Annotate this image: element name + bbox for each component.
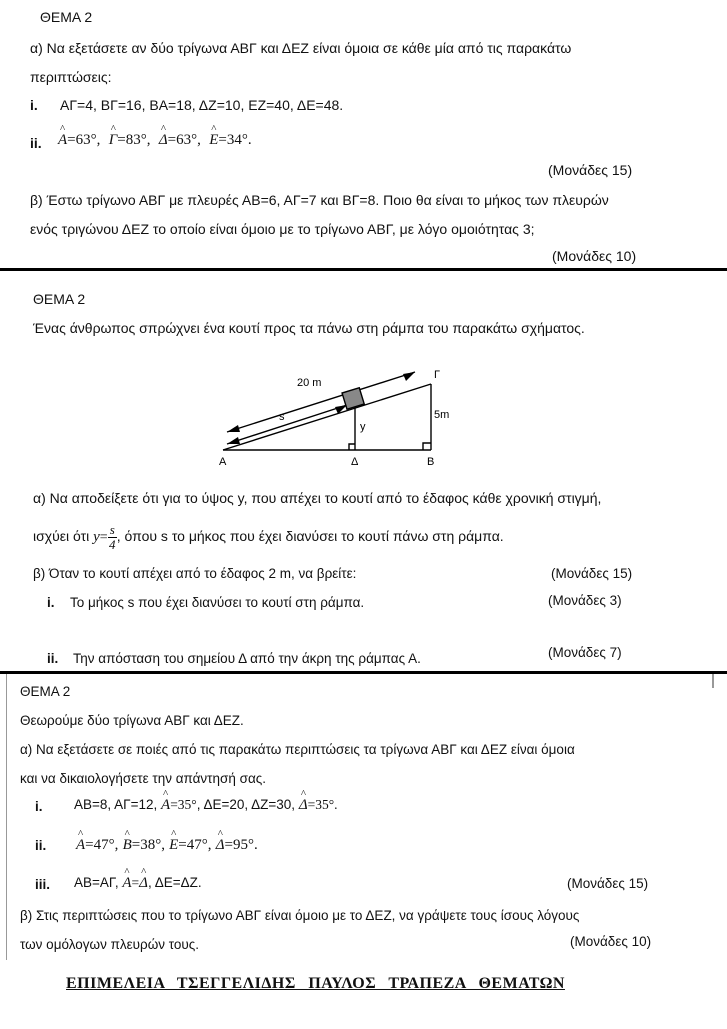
- i-prefix: ΑΒ=8, ΑΓ=12,: [74, 797, 158, 812]
- i-angle-D-value: =35°.: [307, 797, 338, 812]
- label-G: Γ: [434, 369, 441, 381]
- iii-suffix: , ΔΕ=ΔΖ.: [147, 875, 202, 890]
- ii-angle-D: ^ Δ: [216, 837, 225, 854]
- formula-prefix: ισχύει ότι: [33, 528, 90, 544]
- block1-a-line1: α) Να εξετάσετε αν δύο τρίγωνα ΑΒΓ και ΔΕΖ είναι όμοια σε κάθε μία από τις παρακάτω: [30, 40, 572, 56]
- block2-marks-b: (Μονάδες 15): [551, 566, 633, 581]
- block3-i-label: i.: [35, 799, 43, 814]
- ii-angle-E-value: =47°,: [178, 837, 212, 853]
- block1-ii-angles: [58, 131, 252, 149]
- ii-angle-A-value: =47°,: [85, 837, 119, 853]
- block2-i-label: i.: [47, 595, 55, 610]
- angle-E: ^ Ε: [209, 132, 218, 149]
- block3-intro: Θεωρούμε δύο τρίγωνα ΑΒΓ και ΔΕΖ.: [20, 713, 244, 728]
- ramp-incline: [223, 384, 431, 450]
- formula-den: 4: [108, 536, 116, 552]
- label-D: Δ: [351, 456, 359, 468]
- formula-y: y: [93, 529, 100, 545]
- block1-title: ΘΕΜΑ 2: [40, 9, 93, 25]
- angle-D-value: =63°,: [167, 132, 201, 148]
- block3-iii-text: [74, 875, 202, 892]
- block3-marks-a: (Μονάδες 15): [567, 876, 649, 891]
- i-angle-A: ^ A: [161, 797, 170, 814]
- angle-A-value: =63°,: [67, 132, 101, 148]
- block2-intro: Ένας άνθρωπος σπρώχνει ένα κουτί προς τα πάνω στη ράμπα του παρακάτω σχήματος.: [33, 320, 585, 336]
- block2-a-line2: [33, 516, 504, 556]
- block2-a-line1: α) Να αποδείξετε ότι για το ύψος y, που απέχει το κουτί από το έδαφος κάθε χρονική στιγμή,: [33, 490, 602, 506]
- arrow-20m-start-head: [227, 425, 240, 432]
- label-A: Α: [219, 456, 227, 468]
- label-y: y: [360, 421, 366, 433]
- i-middle: , ΔΕ=20, ΔΖ=30,: [196, 797, 296, 812]
- iii-eq: =: [131, 875, 140, 890]
- block3-a-line2: και να δικαιολογήσετε την απάντησή σας.: [20, 771, 267, 786]
- arrow-s: [227, 405, 347, 444]
- right-angle-D: [349, 444, 355, 450]
- right-angle-B: [423, 443, 431, 450]
- scan-edge-right: [712, 674, 714, 688]
- block2-b-line: β) Όταν το κουτί απέχει από το έδαφος 2 m, να βρείτε:: [33, 566, 357, 581]
- block2-title: ΘΕΜΑ 2: [33, 291, 86, 307]
- angle-G: ^ Γ: [109, 132, 118, 149]
- iii-angle-A: ^ A: [122, 875, 131, 892]
- iii-angle-D: ^ Δ: [139, 875, 148, 892]
- label-B: Β: [427, 456, 435, 468]
- block3-i-text: [74, 797, 338, 814]
- arrow-20m-end-head: [403, 372, 415, 381]
- formula-fraction: [108, 523, 117, 552]
- block3-ii-angles: [76, 836, 258, 854]
- block3-b-line2: των ομόλογων πλευρών τους.: [20, 937, 200, 952]
- divider-1: [0, 268, 727, 271]
- block3-a-line1: α) Να εξετάσετε σε ποιές από τις παρακάτω περιπτώσεις τα τρίγωνα ΑΒΓ και ΔΕΖ είναι όμοια: [20, 742, 575, 757]
- block2-ii-label: ii.: [47, 651, 59, 666]
- block3-iii-label: iii.: [35, 877, 51, 892]
- arrow-s-start-head: [227, 437, 240, 444]
- block1-marks-a: (Μονάδες 15): [548, 162, 633, 178]
- label-20m: 20 m: [297, 377, 322, 389]
- i-angle-D: ^ Δ: [299, 797, 308, 814]
- ii-angle-B-value: =38°,: [131, 837, 165, 853]
- block1-b-line1: β) Έστω τρίγωνο ΑΒΓ με πλευρές ΑΒ=6, ΑΓ=7 και ΒΓ=8. Ποιο θα είναι το μήκος των πλευρών: [30, 192, 609, 208]
- block3-title: ΘΕΜΑ 2: [20, 684, 71, 699]
- ramp-figure: [205, 350, 455, 475]
- block3-b-line1: β) Στις περιπτώσεις που το τρίγωνο ΑΒΓ είναι όμοιο με το ΔΕΖ, να γράψετε τους ίσους λόγους: [20, 908, 580, 923]
- label-s: s: [279, 411, 285, 423]
- scan-edge-left: [6, 674, 7, 960]
- angle-A: ^ A: [58, 132, 67, 149]
- label-5m: 5m: [434, 409, 450, 421]
- block3-ii-label: ii.: [35, 838, 47, 853]
- angle-E-value: =34°.: [218, 132, 252, 148]
- ii-angle-D-value: =95°.: [224, 837, 258, 853]
- formula-num: s: [109, 521, 115, 537]
- block1-b-line2: ενός τριγώνου ΔΕΖ το οποίο είναι όμοιο με το τρίγωνο ΑΒΓ, με λόγο ομοιότητας 3;: [30, 221, 535, 237]
- angle-D: ^ Δ: [159, 132, 168, 149]
- block1-marks-b: (Μονάδες 10): [552, 248, 637, 264]
- footer-credit: ΕΠΙΜΕΛΕΙΑ ΤΣΕΓΓΕΛΙΔΗΣ ΠΑΥΛΟΣ ΤΡΑΠΕΖΑ ΘΕΜΑΤΩΝ: [66, 975, 565, 992]
- angle-G-value: =83°,: [117, 132, 151, 148]
- formula-eq: =: [99, 530, 108, 545]
- block2-ii-text: Την απόσταση του σημείου Δ από την άκρη της ράμπας Α.: [73, 651, 421, 666]
- ii-angle-B: ^ B: [123, 837, 132, 854]
- block2-i-text: Το μήκος s που έχει διανύσει το κουτί στη ράμπα.: [70, 595, 365, 610]
- ii-angle-A: ^ A: [76, 837, 85, 854]
- block1-ii-label: ii.: [30, 135, 42, 151]
- block1-a-line2: περιπτώσεις:: [30, 69, 112, 85]
- block3-marks-b: (Μονάδες 10): [570, 934, 652, 949]
- formula-suffix: , όπου s το μήκος που έχει διανύσει το κουτί πάνω στη ράμπα.: [116, 528, 504, 544]
- divider-2: [0, 671, 727, 674]
- block1-i-text: ΑΓ=4, ΒΓ=16, ΒΑ=18, ΔΖ=10, ΕΖ=40, ΔΕ=48.: [60, 97, 344, 113]
- i-angle-A-value: =35°: [170, 797, 197, 812]
- block1-i-label: i.: [30, 97, 38, 113]
- block2-marks-i: (Μονάδες 3): [548, 593, 622, 608]
- block2-marks-ii: (Μονάδες 7): [548, 645, 622, 660]
- ii-angle-E: ^ E: [169, 837, 178, 854]
- iii-prefix: ΑΒ=ΑΓ,: [74, 875, 119, 890]
